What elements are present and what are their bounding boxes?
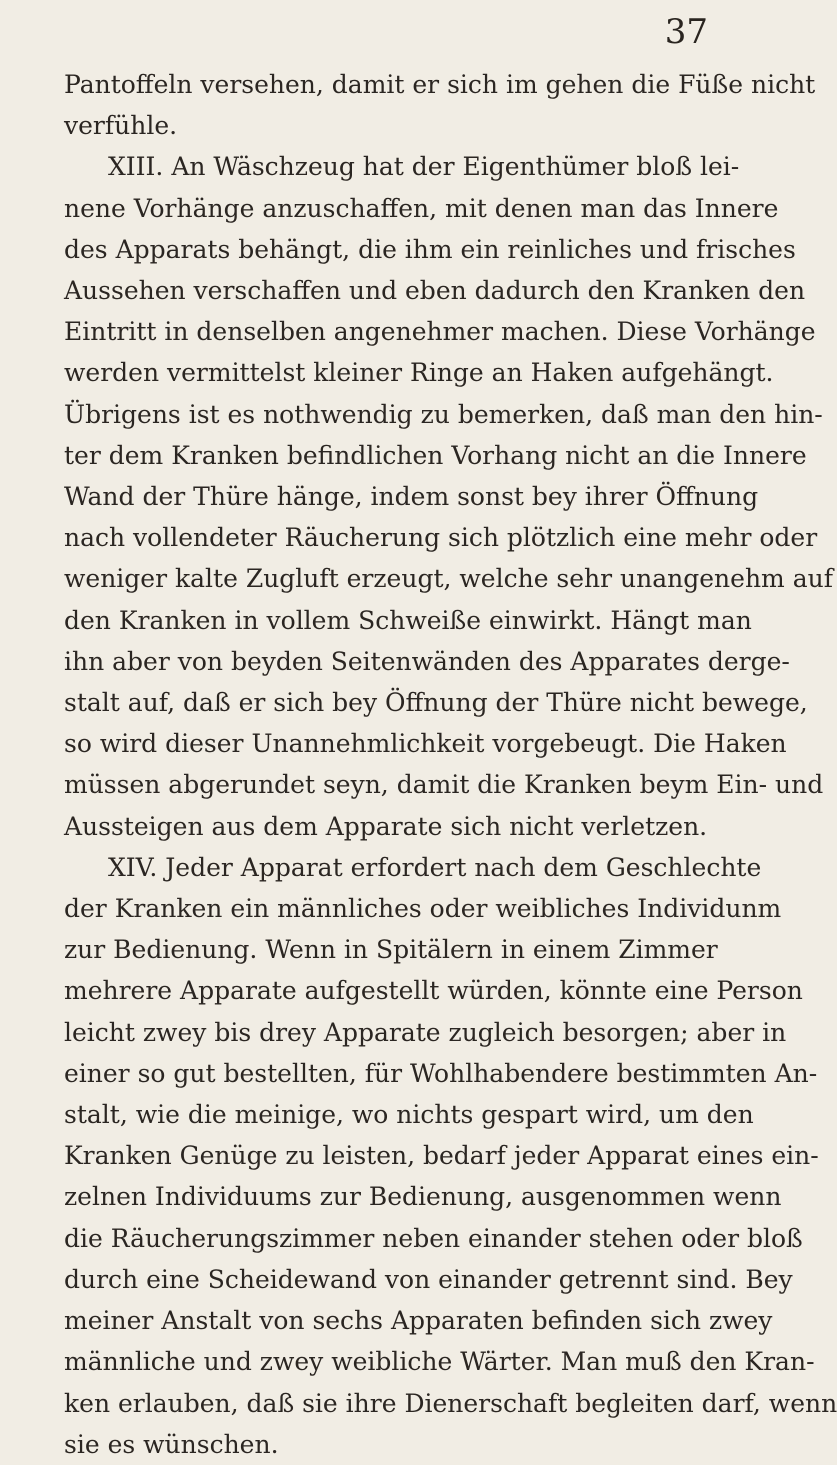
text-line: Aussehen verschaffen und eben dadurch den Kranken den [64, 276, 806, 306]
text-line: ken erlauben, daß sie ihre Dienerschaft begleiten darf, wenn [64, 1388, 837, 1418]
page-number: 37 [664, 12, 708, 52]
text-line: durch eine Scheidewand von einander getrennt sind. Bey [64, 1264, 793, 1294]
text-line: zur Bedienung. Wenn in Spitälern in einem Zimmer [64, 935, 718, 965]
text-line: nene Vorhänge anzuschaffen, mit denen man das Innere [64, 193, 779, 223]
text-line: einer so gut bestellten, für Wohlhabendere bestimmten An- [64, 1058, 818, 1088]
text-line: Kranken Genüge zu leisten, bedarf jeder Apparat eines ein- [64, 1141, 819, 1171]
text-line: stalt auf, daß er sich bey Öffnung der Thüre nicht bewege, [64, 688, 808, 718]
section-xiii-start: XIII. An Wäschzeug hat der Eigenthümer bloß lei- [108, 152, 740, 182]
text-line: ter dem Kranken befindlichen Vorhang nicht an die Innere [64, 440, 807, 470]
text-line: Übrigens ist es nothwendig zu bemerken, daß man den hin- [64, 399, 823, 429]
text-line: zelnen Individuums zur Bedienung, ausgenommen wenn [64, 1182, 782, 1212]
text-line: der Kranken ein männliches oder weibliches Individunm [64, 894, 782, 924]
text-line: Aussteigen aus dem Apparate sich nicht verletzen. [64, 811, 708, 841]
text-line: Pantoffeln versehen, damit er sich im gehen die Füße nicht [64, 70, 816, 99]
text-line: ihn aber von beyden Seitenwänden des Apparates derge- [64, 646, 790, 676]
text-line: mehrere Apparate aufgestellt würden, könnte eine Person [64, 976, 803, 1006]
text-line: müssen abgerundet seyn, damit die Kranken beym Ein- und [64, 770, 824, 800]
text-line: weniger kalte Zugluft erzeugt, welche sehr unangenehm auf [64, 564, 833, 594]
text-line: männliche und zwey weibliche Wärter. Man muß den Kran- [64, 1347, 815, 1377]
text-line: verfühle. [64, 111, 178, 141]
text-line: Eintritt in denselben angenehmer machen. Diese Vorhänge [64, 317, 816, 347]
text-line: sie es wünschen. [64, 1429, 279, 1459]
text-line: nach vollendeter Räucherung sich plötzlich eine mehr oder [64, 523, 818, 553]
text-line: des Apparats behängt, die ihm ein reinliches und frisches [64, 234, 796, 264]
text-line: werden vermittelst kleiner Ringe an Haken aufgehängt. [64, 358, 774, 388]
text-line: die Räucherungszimmer neben einander stehen oder bloß [64, 1223, 803, 1253]
body-text [64, 64, 837, 1465]
text-line: so wird dieser Unannehmlichkeit vorgebeugt. Die Haken [64, 729, 787, 759]
text-line: meiner Anstalt von sechs Apparaten befinden sich zwey [64, 1306, 773, 1336]
text-line: den Kranken in vollem Schweiße einwirkt. Hängt man [64, 605, 752, 635]
text-line: stalt, wie die meinige, wo nichts gespart wird, um den [64, 1100, 754, 1130]
text-line: Wand der Thüre hänge, indem sonst bey ihrer Öffnung [64, 482, 759, 512]
text-line: leicht zwey bis drey Apparate zugleich besorgen; aber in [64, 1017, 787, 1047]
section-xiv-start: XIV. Jeder Apparat erfordert nach dem Geschlechte [108, 852, 762, 882]
